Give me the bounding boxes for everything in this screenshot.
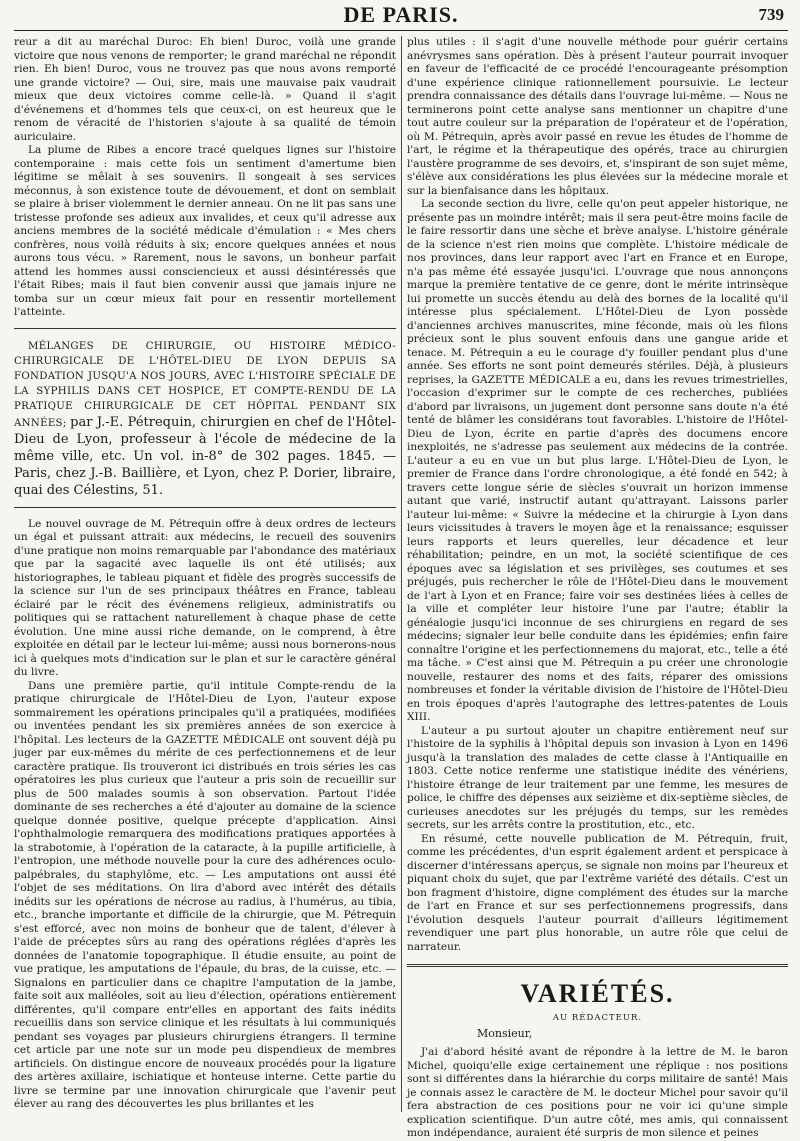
book-title-caps: MÉLANGES DE CHIRURGIE, OU HISTOIRE MÉDICO-CHIRURGICALE DE L'HÔTEL-DIEU DE LYON DEPUIS SA FONDATION JUSQU'A NOS JOURS, AVEC L'HISTOIRE SPÉCIALE DE LA SYPHILIS DANS CET HOSPICE, ET COMPTE-RENDU DE LA PRATIQUE CHIRURGICALE DE CET HÔPITAL PENDANT SIX ANNÉES; [14,340,396,429]
section-rule [14,328,396,329]
book-author-imprint: par J.-E. Pétrequin, chirurgien en chef de l'Hôtel-Dieu de Lyon, professeur à l'école de médecine de la même ville, etc. Un vol. in-8° de 302 pages. 1845. — Paris, chez J.-B. Baillière, et Lyon, chez P. Dorier, libraire, quai des Célestins, 51. [14,414,396,498]
paragraph-ribes-memoir: La plume de Ribes a encore tracé quelques lignes sur l'histoire contemporaine : mais cette fois un sentiment d'amertume bien légitime se mêlait à ses souvenirs. Il songeait à ses services méconnus, à son existence toute de dévouement, et dont on semblait se plaire à briser violemment le dernier anneau. On ne lit pas sans une tristesse profonde ses adieux aux invalides, et ceux qu'il adresse aux anciens membres de la société médicale d'émulation : « Mes chers confrères, nous voilà réduits à six; encore quelques années et nous aurons tous vécu. » Rarement, nous le savons, un bonheur parfait attend les hommes aussi consciencieux et aussi désintéressés que l'était Ribes; mais il faut bien convenir aussi que jamais injure ne tomba sur un cœur mieux fait pour en ressentir mortellement l'atteinte. [14,144,397,318]
page-header [14,0,788,31]
left-column [14,36,396,1112]
paragraph-review-first-part: Dans une première partie, qu'il intitule Compte-rendu de la pratique chirurgicale de l'Hôtel-Dieu de Lyon, l'auteur expose sommairement les opérations principales qu'il a pratiquées, modifiées ou inventées pendant les six premières années de son exercice à l'hôpital. Les lecteurs de la GAZETTE MÉDICALE ont souvent déjà pu juger par eux-mêmes du mérite de ces perfectionnemens et de leur caractère pratique. Ils trouveront ici distribués en trois séries les cas opératoires les plus curieux que l'auteur a pris soin de recueillir sur plus de 500 malades soumis à son observation. Partout l'idée dominante de ses recherches a été d'ajouter au domaine de la science quelque donnée positive, quelque précepte d'application. Ainsi l'ophthalmologie remarquera des modifications pratiques apportées à la strabotomie, à l'opération de la cataracte, à la pupille artificielle, à l'entropion, une méthode nouvelle pour la cure des adhérences oculo-palpébrales, du staphylôme, etc. — Les amputations ont aussi été l'objet de ses méditations. On lira d'abord avec intérêt des détails inédits sur les opérations de nécrose au radius, à l'humérus, au tibia, etc., branche importante et difficile de la chirurgie, que M. Pétrequin s'est efforcé, avec non moins de bonheur que de talent, d'élever à l'aide de préceptes sûrs au rang des opérations réglées d'après les données de l'anatomie topographique. Il étudie ensuite, au point de vue pratique, les amputations de l'épaule, du bras, de la cuisse, etc. — Signalons en particulier dans ce chapitre l'amputation de la jambe, faite soit aux malléoles, soit au lieu d'élection, opérations entièrement différentes, qu'il compare entr'elles en apportant des faits inédits recueillis dans son service clinique et les résultats à lui communiqués pendant ses voyages par plusieurs chirurgiens étrangers. Il termine cet article par une note sur un mode peu dispendieux de membres artificiels. On distingue encore de nouveaux procédés pour la ligature des artères axillaire, ischiatique et honteuse interne. Cette partie du livre se termine par une innovation chirurgicale que l'avenir peut élever au rang des découvertes les plus brillantes et les [14,679,396,1110]
section-rule-2 [14,507,396,508]
page-number: 739 [758,5,784,24]
book-review-heading [14,339,396,499]
column-divider [401,36,402,1112]
paragraph-review-history: La seconde section du livre, celle qu'on peut appeler historique, ne présente pas un moindre intérêt; mais il sera peut-être moins facile de le faire ressortir dans une sèche et brève analyse. L'histoire générale de la science n'est rien moins que complète. L'histoire médicale de nos provinces, dans leur rapport avec l'art en France et en Europe, n'a pas même été essayée jusqu'ici. L'ouvrage que nous annonçons marque la première tentative de ce genre, dont le mérite intrinsèque lui promette un succès étendu au delà des bornes de la localité qu'il intéresse plus spécialement. L'Hôtel-Dieu de Lyon possède d'anciennes archives manuscrites, mine féconde, mais où les filons précieux sont le plus souvent enfouis dans une gangue aride et tenace. M. Pétrequin a eu le courage d'y fouiller pendant plus d'une année. Ses efforts ne sont point demeurés stériles. Déjà, à plusieurs reprises, la GAZETTE MÉDICALE a eu, dans les revues trimestrielles, l'occasion d'exprimer sur le compte de ces recherches, publiées d'abord par livraisons, un jugement dont personne sans doute n'a été tenté de blâmer les considérans tout favorables. L'histoire de l'Hôtel-Dieu de Lyon, écrite en partie d'après des documens encore inexploités, ne s'adresse pas seulement aux médecins de la contrée. L'auteur a eu en vue un but plus large. L'Hôtel-Dieu de Lyon, le premier de France dans l'ordre chronologique, a été fondé en 542; à travers cette longue série de siècles s'ouvrait un horizon immense autant que varié, instructif autant qu'attrayant. Laissons parler l'auteur lui-même: « Suivre la médecine et la chirurgie à Lyon dans leurs vicissitudes à travers le moyen âge et la renaissance; esquisser leurs rapports et leurs querelles, leur décadence et leur réhabilitation; peindre, en un mot, la société scientifique de ces époques avec sa législation et ses privilèges, ses coutumes et ses préjugés, puis rechercher le rôle de l'Hôtel-Dieu dans le mouvement de l'art à Lyon et en France; faire voir ses destinées liées à celles de la ville et compléter leur histoire l'une par l'autre; établir la généalogie jusqu'ici inconnue de ses chirurgiens en regard de ses médecins; signaler leur belle conduite dans les épidémies; enfin faire connaître l'origine et les perfectionnemens du majorat, etc., telle a été ma tâche. » C'est ainsi que M. Pétrequin a pu créer une chronologie nouvelle, restaurer des noms et des faits, réparer des omissions nombreuses et fonder la véritable division de l'histoire de l'Hôtel-Dieu en trois époques d'après l'autographe des lettres-patentes de Louis XIII. [407,198,788,723]
paragraph-review-summary: En résumé, cette nouvelle publication de M. Pétrequin, fruit, comme les précédentes, d'un esprit également ardent et perspicace à discerner d'intéressans aperçus, se signale non moins par l'heureux et piquant choix du sujet, que par l'extrême variété des détails. C'est un bon fragment d'histoire, digne complément des études sur la marche de l'art en France et sur ses perfectionnemens progressifs, dans l'évolution desquels l'auteur pourrait d'ailleurs légitimement revendiquer une part plus honorable, un autre rôle que celui de narrateur. [407,832,788,953]
columns [14,36,788,1139]
varietes-heading: VARIÉTÉS. [520,979,675,1008]
varietes-rule [407,964,788,967]
paragraph-ribes-anecdote: reur a dit au maréchal Duroc: Eh bien! Duroc, voilà une grande victoire que nous venons de remporter; le grand maréchal ne répondit rien. Eh bien! Duroc, vous ne trouvez pas que nous avons remporté une grande victoire? — Oui, sire, mais une mauvaise paix vaudrait mieux que deux victoires comme celle-là. » Quand il s'agit d'événemens et d'hommes tels que ceux-ci, on est heureux que le renom de véracité de l'historien s'ajoute à sa qualité de témoin auriculaire. [14,36,396,143]
paragraph-review-intro: Le nouvel ouvrage de M. Pétrequin offre à deux ordres de lecteurs un égal et puissant attrait: aux médecins, le recueil des souvenirs d'une pratique non moins remarquable par l'abondance des matériaux que par la sagacité avec laquelle ils ont été utilisés; aux historiographes, le tableau piquant et fidèle des progrès successifs de la science sur l'un de ses principaux théâtres en France, tableau éclairé par le récit des événemens religieux, administratifs ou politiques qui se rattachent naturellement à chaque phase de cette évolution. Une mine aussi riche demande, on le comprend, à être exploitée en détail par le lecteur lui-même; aussi nous bornerons-nous ici à quelques mots d'indication sur le plan et sur le caractère général du livre. [14,517,396,678]
letter-paragraph: J'ai d'abord hésité avant de répondre à la lettre de M. le baron Michel, quoiqu'elle exige certainement une réplique : nos positions sont si différentes dans la hiérarchie du corps militaire de santé! Mais je connais assez le caractère de M. le docteur Michel pour savoir qu'il fera abstraction de ces positions pour ne voir ici qu'une simple explication scientifique. D'un autre côté, mes amis, qui connaissent mon indépendance, auraient été surpris de mon silence et peines [407,1046,788,1139]
right-column [407,36,788,1139]
letter-salutation: Monsieur, [477,1027,533,1040]
running-title: DE PARIS. [343,2,459,27]
varietes-subheading: AU RÉDACTEUR. [552,1013,643,1023]
paragraph-review-syphilis: L'auteur a pu surtout ajouter un chapitre entièrement neuf sur l'histoire de la syphilis à l'hôpital depuis son invasion à Lyon en 1496 jusqu'à la translation des malades de cette classe à l'Antiquaille en 1803. Cette notice renferme une statistique inédite des vénériens, l'histoire étrange de leur traitement par une femme, les mesures de police, le chiffre des dépenses aux seizième et dix-septième siècles, de curieuses anecdotes sur les préjugés du temps, sur les remèdes secrets, sur les arrêts contre la prostitution, etc., etc. [407,724,788,831]
paragraph-review-continued: plus utiles : il s'agit d'une nouvelle méthode pour guérir certains anévrysmes sans opération. Dès à présent l'auteur pourrait invoquer en faveur de l'efficacité de ce procédé l'encourageante présomption d'une expérience clinique rationnellement poursuivie. Le lecteur prendra connaissance des détails dans l'ouvrage lui-même. — Nous ne terminerons point cette analyse sans mentionner un chapitre d'une tout autre couleur sur la préparation de l'opérateur et de l'opération, où M. Pétrequin, après avoir passé en revue les études de l'homme de l'art, le régime et la thérapeutique des opérés, trace au chirurgien l'austère programme de ses devoirs, et, s'inspirant de son sujet même, s'élève aux considérations les plus élevées sur la médecine morale et sur la bienfaisance dans les hôpitaux. [407,36,788,197]
